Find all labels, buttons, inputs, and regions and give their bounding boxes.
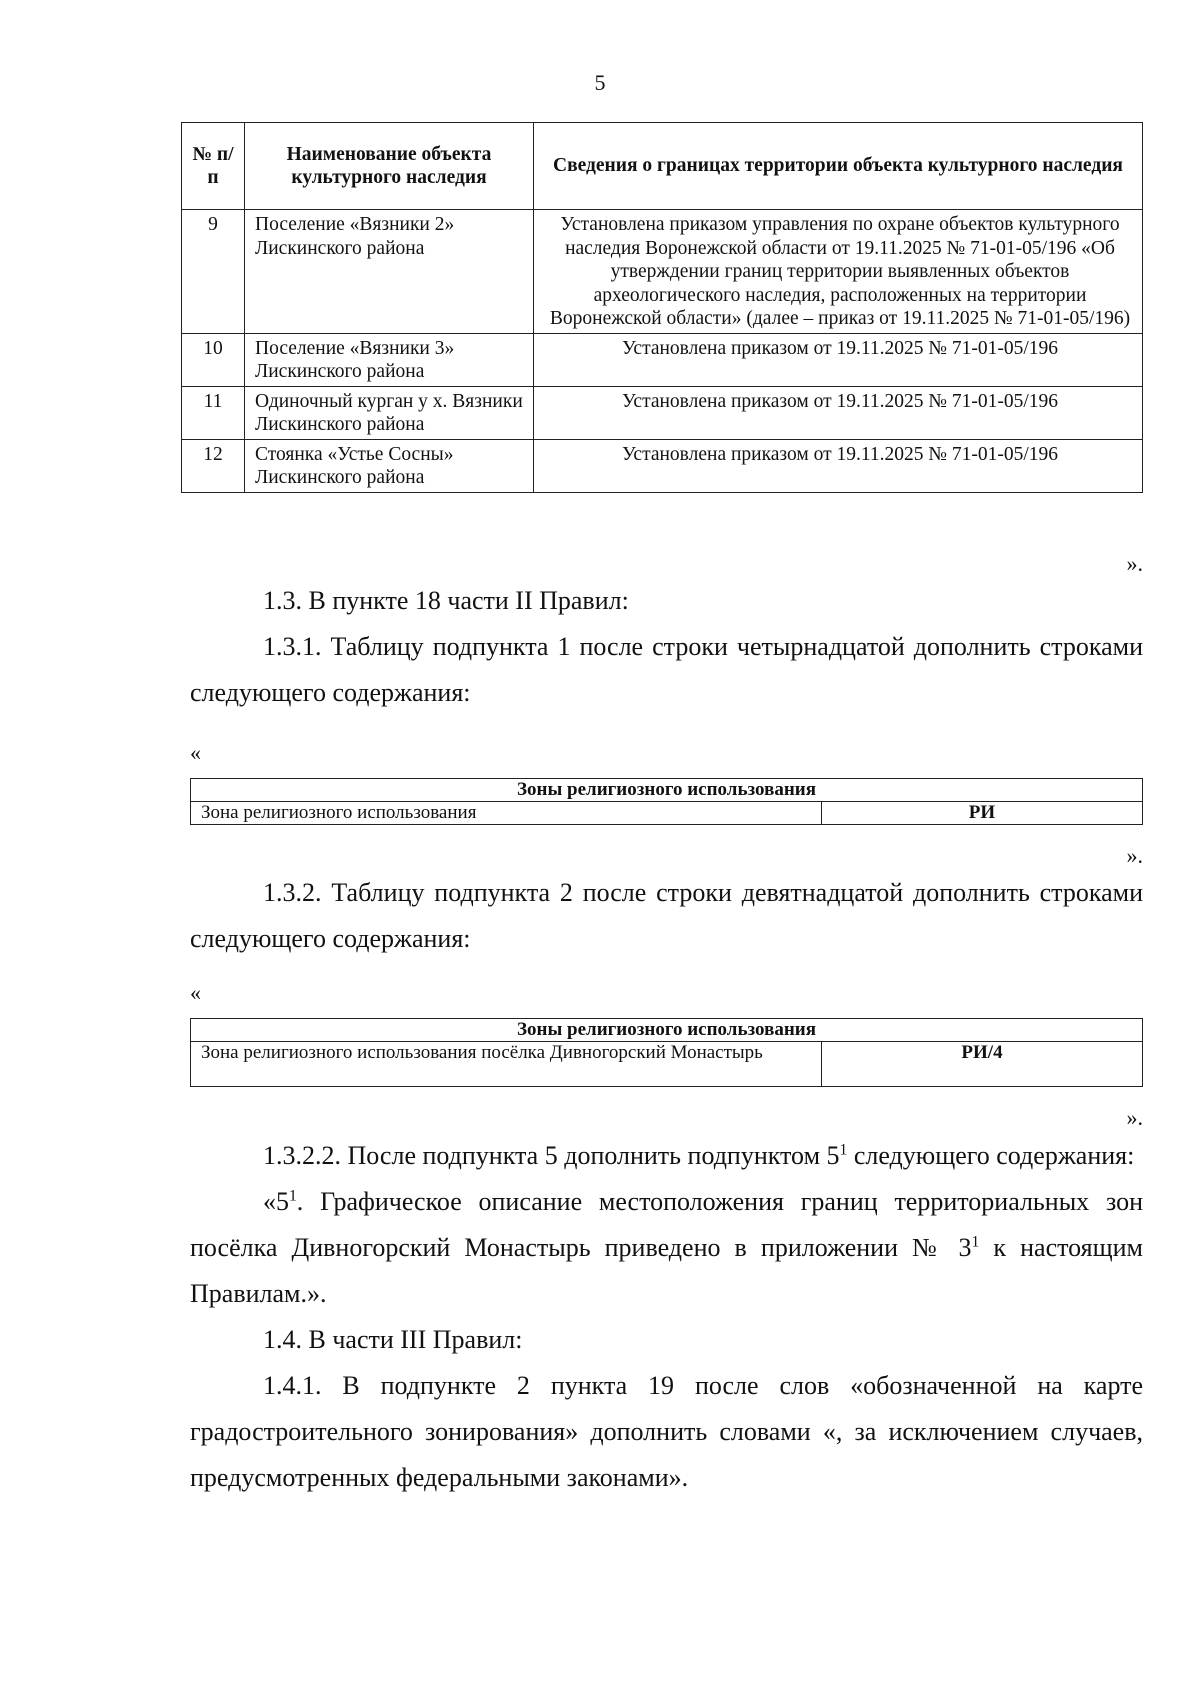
paragraph-5-1: «$5^1$. Графическое описание местоположения границ территориальных зон посёлка Дивногорский Монастырь приведено в приложении № $3^1$ к настоящим Правилам.».	[190, 1187, 1143, 1308]
table-row	[182, 386, 1143, 439]
heritage-objects-table	[181, 122, 1143, 493]
opening-quote: «	[190, 740, 201, 765]
table-row	[182, 439, 1143, 492]
row-boundary-info: Установлена приказом от 19.11.2025 № 71-01-05/196	[534, 386, 1143, 439]
zone-group-header: Зоны религиозного использования	[191, 1019, 1143, 1042]
column-header-number: № п/п	[182, 123, 245, 210]
paragraph-1-3-1: 1.3.1. Таблицу подпункта 1 после строки четырнадцатой дополнить строками следующего содержания:	[190, 632, 1143, 707]
row-boundary-info: Установлена приказом от 19.11.2025 № 71-01-05/196	[534, 333, 1143, 386]
table-row	[191, 1042, 1143, 1087]
paragraph-1-3: 1.3. В пункте 18 части II Правил:	[263, 586, 629, 615]
closing-quote: ».	[1126, 551, 1143, 576]
zone-table-2	[190, 1018, 1143, 1087]
zone-code: РИ	[822, 802, 1143, 825]
row-object-name: Одиночный курган у х. Вязники Лискинского района	[245, 386, 534, 439]
column-header-boundary-info: Сведения о границах территории объекта культурного наследия	[534, 123, 1143, 210]
opening-quote: «	[190, 980, 201, 1005]
zone-name: Зона религиозного использования посёлка Дивногорский Монастырь	[191, 1042, 822, 1087]
row-object-name: Стоянка «Устье Сосны» Лискинского района	[245, 439, 534, 492]
table-header-row	[182, 123, 1143, 210]
row-number: 9	[182, 210, 245, 334]
row-object-name: Поселение «Вязники 3» Лискинского района	[245, 333, 534, 386]
closing-quote: ».	[1126, 1105, 1143, 1130]
paragraph-1-3-2: 1.3.2. Таблицу подпункта 2 после строки девятнадцатой дополнить строками следующего содержания:	[190, 878, 1143, 953]
zone-table-header-row	[191, 779, 1143, 802]
zone-code: РИ/4	[822, 1042, 1143, 1087]
row-boundary-info: Установлена приказом от 19.11.2025 № 71-01-05/196	[534, 439, 1143, 492]
table-row	[182, 333, 1143, 386]
zone-table-1	[190, 778, 1143, 825]
table-row	[191, 802, 1143, 825]
table-row	[182, 210, 1143, 334]
paragraph-1-4: 1.4. В части III Правил:	[263, 1325, 523, 1354]
paragraph-1-4-1: 1.4.1. В подпункте 2 пункта 19 после слов «обозначенной на карте градостроительного зонирования» дополнить словами «, за исключением случаев, предусмотренных федеральными законами».	[190, 1371, 1143, 1492]
section-1-3	[190, 578, 1143, 716]
zone-group-header: Зоны религиозного использования	[191, 779, 1143, 802]
zone-name: Зона религиозного использования	[191, 802, 822, 825]
row-number: 12	[182, 439, 245, 492]
paragraph-1-3-2-2: 1.3.2.2. После подпункта 5 дополнить подпунктом $5^1$ следующего содержания:	[263, 1141, 1135, 1170]
zone-table-header-row	[191, 1019, 1143, 1042]
row-object-name: Поселение «Вязники 2» Лискинского района	[245, 210, 534, 334]
column-header-object-name: Наименование объекта культурного наследия	[245, 123, 534, 210]
row-number: 11	[182, 386, 245, 439]
closing-quote: ».	[1126, 843, 1143, 868]
page-number: 5	[594, 70, 606, 95]
row-boundary-info: Установлена приказом управления по охране объектов культурного наследия Воронежской области от 19.11.2025 № 71-01-05/196 «Об утверждении границ территории выявленных объектов археологического наследия, расположенных на территории Воронежской области» (далее – приказ от 19.11.2025 № 71-01-05/196)	[534, 210, 1143, 334]
section-1-3-2-2	[190, 1133, 1143, 1501]
row-number: 10	[182, 333, 245, 386]
section-1-3-2	[190, 870, 1143, 962]
